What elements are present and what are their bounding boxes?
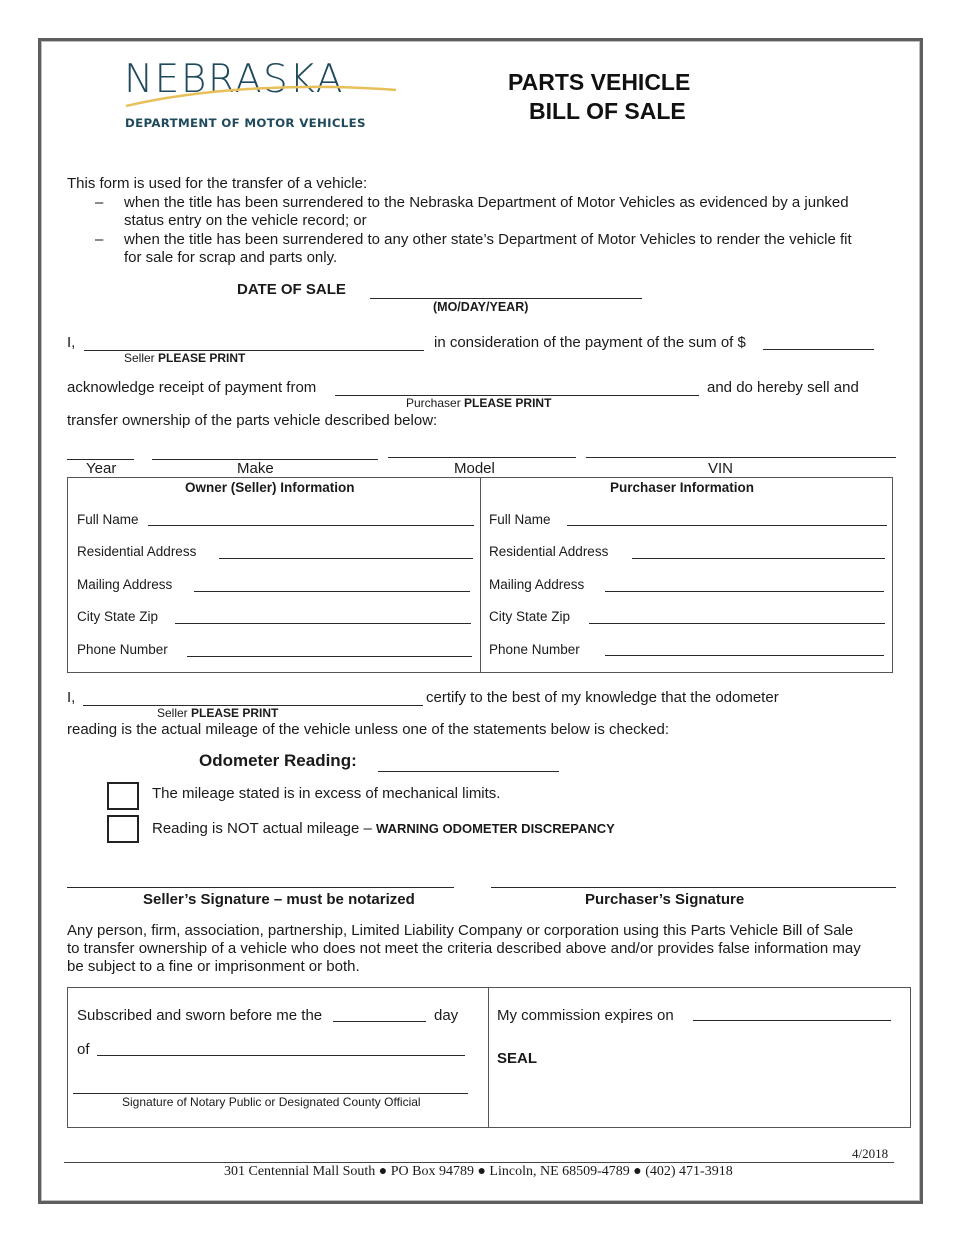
dmv-address: 301 Centennial Mall South ● PO Box 94789 ● Lincoln, NE 68509-4789 ● (402) 471-3918 <box>224 1164 733 1179</box>
purchaser-mailing-address-label: Mailing Address <box>489 577 585 592</box>
seller-mailing-address-label: Mailing Address <box>77 577 173 592</box>
date-format-hint: (MO/DAY/YEAR) <box>433 300 529 314</box>
mileage-exceeds-limits-label: The mileage stated is in excess of mechanical limits. <box>152 785 501 802</box>
commission-label: My commission expires on <box>497 1007 674 1024</box>
seller-full-name-label: Full Name <box>77 512 139 527</box>
sworn-day-label: day <box>434 1007 459 1024</box>
odometer-discrepancy-warning: WARNING ODOMETER DISCREPANCY <box>376 821 615 836</box>
logo-subtitle: DEPARTMENT OF MOTOR VEHICLES <box>125 116 366 130</box>
form-revision-date: 4/2018 <box>852 1146 889 1161</box>
seller-phone-label: Phone Number <box>77 642 168 657</box>
odometer-continuation: reading is the actual mileage of the vehicle unless one of the statements below is checked: <box>67 721 670 738</box>
purchaser-phone-field[interactable] <box>605 655 884 656</box>
purchaser-city-state-zip-field[interactable] <box>589 623 885 624</box>
commission-expiry-field[interactable] <box>693 1020 891 1021</box>
notary-signature-caption: Signature of Notary Public or Designated County Official <box>122 1095 421 1109</box>
seller-print-hint: Seller PLEASE PRINT <box>124 351 246 365</box>
mileage-exceeds-limits-checkbox[interactable] <box>107 782 139 810</box>
odometer-reading-label: Odometer Reading: <box>199 751 357 770</box>
not-actual-mileage-checkbox[interactable] <box>107 815 139 843</box>
purchaser-info-heading: Purchaser Information <box>610 480 755 495</box>
receipt-text: acknowledge receipt of payment from <box>67 379 317 396</box>
vehicle-model-label: Model <box>454 460 495 477</box>
purchaser-phone-label: Phone Number <box>489 642 580 657</box>
seller-city-state-zip-label: City State Zip <box>77 609 159 624</box>
sworn-day-field[interactable] <box>333 1021 426 1022</box>
purchaser-print-hint: Purchaser PLEASE PRINT <box>406 396 552 410</box>
vehicle-model-field[interactable] <box>388 457 576 458</box>
vehicle-year-label: Year <box>86 460 117 477</box>
penalty-warning-line1: Any person, firm, association, partnership, Limited Liability Company or corporation using this Parts Vehicle Bill of Sale <box>67 922 854 939</box>
purchaser-full-name-field[interactable] <box>567 525 887 526</box>
intro-bullet-1-line1: when the title has been surrendered to the Nebraska Department of Motor Vehicles as evidenced by a junked <box>124 194 849 211</box>
form-title-line1: PARTS VEHICLE <box>508 69 691 95</box>
transfer-text: transfer ownership of the parts vehicle described below: <box>67 412 438 429</box>
seal-label: SEAL <box>497 1050 538 1067</box>
party-info-divider <box>480 477 481 673</box>
vehicle-vin-field[interactable] <box>586 457 896 458</box>
purchaser-city-state-zip-label: City State Zip <box>489 609 571 624</box>
date-of-sale-field[interactable] <box>370 298 642 299</box>
penalty-warning-line3: be subject to a fine or imprisonment or both. <box>67 958 360 975</box>
vehicle-make-label: Make <box>237 460 274 477</box>
intro-bullet-1-line2: status entry on the vehicle record; or <box>124 212 367 229</box>
seller-info-heading: Owner (Seller) Information <box>185 480 355 495</box>
seller-prefix: I, <box>67 334 76 351</box>
sworn-prefix: Subscribed and sworn before me the <box>77 1007 323 1024</box>
seller-residential-address-field[interactable] <box>219 558 473 559</box>
not-actual-mileage-label: Reading is NOT actual mileage – WARNING ODOMETER DISCREPANCY <box>152 820 615 837</box>
vehicle-vin-label: VIN <box>708 460 734 477</box>
logo-wordmark: NEBRASKA <box>124 57 344 102</box>
purchaser-mailing-address-field[interactable] <box>605 591 884 592</box>
bullet-dash-icon: – <box>95 231 104 248</box>
seller-full-name-field[interactable] <box>148 525 474 526</box>
seller-phone-field[interactable] <box>187 656 472 657</box>
notary-divider <box>488 987 489 1128</box>
seller-mailing-address-field[interactable] <box>194 591 470 592</box>
consideration-text: in consideration of the payment of the sum of $ <box>434 334 746 351</box>
sworn-of-label: of <box>77 1041 90 1058</box>
date-of-sale-label: DATE OF SALE <box>237 281 346 298</box>
intro-lead: This form is used for the transfer of a vehicle: <box>67 175 368 192</box>
purchaser-residential-address-field[interactable] <box>632 558 885 559</box>
sworn-month-year-field[interactable] <box>97 1055 465 1056</box>
purchaser-residential-address-label: Residential Address <box>489 544 609 559</box>
seller-city-state-zip-field[interactable] <box>175 623 471 624</box>
purchaser-full-name-label: Full Name <box>489 512 551 527</box>
odometer-reading-field[interactable] <box>378 771 559 772</box>
sell-text: and do hereby sell and <box>707 379 859 396</box>
logo-swoosh-icon <box>124 76 399 110</box>
odometer-prefix: I, <box>67 689 76 706</box>
seller-residential-address-label: Residential Address <box>77 544 197 559</box>
footer-rule <box>64 1162 894 1163</box>
intro-bullet-2-line1: when the title has been surrendered to any other state’s Department of Motor Vehicles to render the vehicle fit <box>124 231 852 248</box>
purchaser-signature-label: Purchaser’s Signature <box>585 891 745 908</box>
amount-field[interactable] <box>763 349 874 350</box>
odometer-certify-text: certify to the best of my knowledge that the odometer <box>426 689 779 706</box>
purchaser-signature-field[interactable] <box>491 887 896 888</box>
intro-bullet-2-line2: for sale for scrap and parts only. <box>124 249 338 266</box>
seller-signature-field[interactable] <box>67 887 454 888</box>
form-title-line2: BILL OF SALE <box>529 98 686 124</box>
seller-signature-label: Seller’s Signature – must be notarized <box>143 891 415 908</box>
odometer-seller-print-hint: Seller PLEASE PRINT <box>157 706 279 720</box>
notary-signature-field[interactable] <box>73 1093 468 1094</box>
bullet-dash-icon: – <box>95 194 104 211</box>
penalty-warning-line2: to transfer ownership of a vehicle who does not meet the criteria described above and/or provides false information may <box>67 940 861 957</box>
